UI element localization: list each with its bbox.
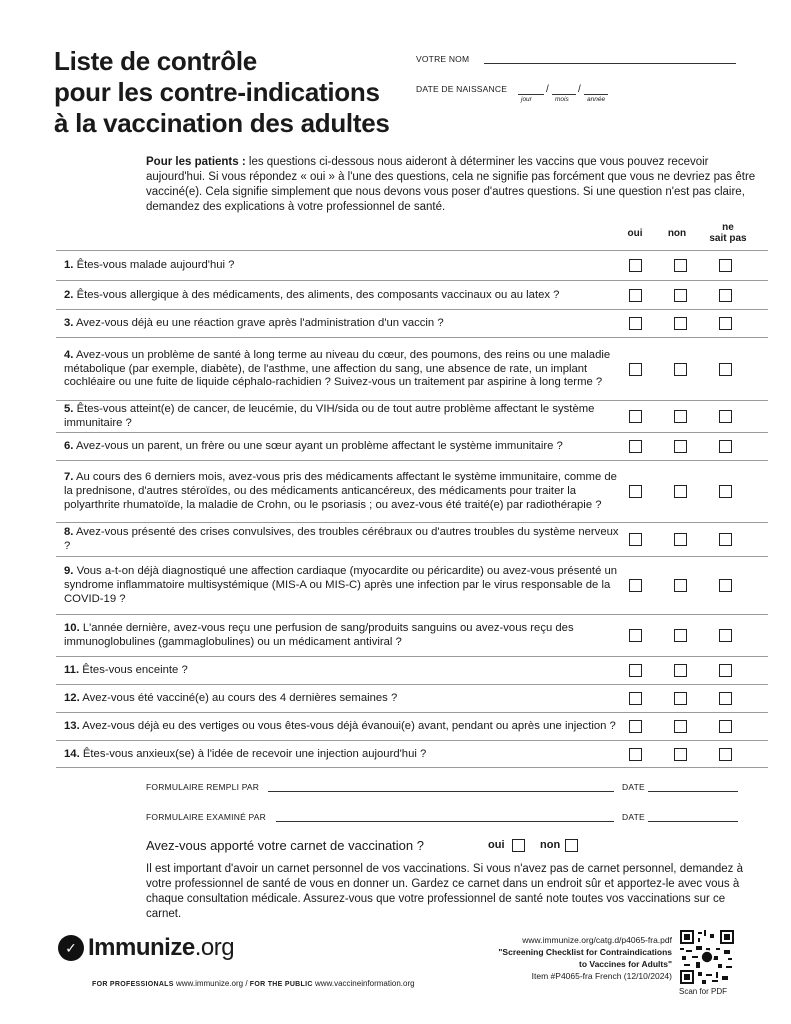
question-number: 4. [64, 348, 74, 361]
record-oui-label: oui [488, 839, 505, 851]
non-checkbox[interactable] [674, 579, 687, 592]
item-number: Item #P4065-fra French (12/10/2024) [531, 971, 672, 981]
reviewed-by-field[interactable] [276, 821, 614, 822]
non-checkbox[interactable] [674, 317, 687, 330]
question-text [56, 289, 619, 303]
col-non: non [667, 228, 687, 239]
question-number: 1. [64, 259, 74, 272]
non-checkbox[interactable] [674, 629, 687, 642]
non-checkbox[interactable] [674, 363, 687, 376]
question-label: Avez-vous déjà eu une réaction grave après l'administration d'un vaccin ? [75, 317, 444, 330]
ne-sait-pas-checkbox[interactable] [719, 579, 732, 592]
question-text [56, 440, 619, 454]
title-line-1: Liste de contrôle [54, 46, 257, 76]
oui-checkbox[interactable] [629, 410, 642, 423]
oui-checkbox[interactable] [629, 692, 642, 705]
question-label: Avez-vous été vacciné(e) au cours des 4 dernières semaines ? [82, 692, 398, 705]
question-label: L'année dernière, avez-vous reçu une perfusion de sang/produits sanguins ou avez-vous reçu des immunoglobulines (gammaglobulines) ou un médicament antiviral ? [64, 622, 574, 648]
public-label: FOR THE PUBLIC [249, 981, 313, 988]
non-checkbox[interactable] [674, 410, 687, 423]
question-text [56, 748, 619, 762]
record-paragraph: Il est important d'avoir un carnet personnel de vos vaccinations. Si vous n'avez pas de carnet personnel, demandez à votre professionnel de santé de vous en donner un. Gardez ce carnet dans un endroit sûr et apportez-le avec vous à chaque consultation médicale. Assurez-vous que votre professionnel de santé note toutes vos vaccinations sur ce carnet. [146, 863, 743, 920]
rows-bottom-rule [56, 767, 768, 768]
non-checkbox[interactable] [674, 692, 687, 705]
pros-url[interactable]: www.immunize.org [175, 979, 244, 988]
oui-checkbox[interactable] [629, 259, 642, 272]
question-number: 9. [64, 565, 74, 578]
oui-checkbox[interactable] [629, 629, 642, 642]
col-ne-sait-pas-1: ne [722, 222, 734, 233]
col-ne-sait-pas-2: sait pas [709, 233, 747, 244]
record-non-label: non [540, 839, 561, 851]
question-text [56, 349, 619, 390]
immunize-logo [58, 934, 234, 962]
reviewed-date-field[interactable] [648, 821, 738, 822]
question-row [56, 740, 768, 768]
question-row [56, 280, 768, 310]
reviewed-date-label: DATE [622, 812, 645, 822]
question-number: 2. [64, 288, 74, 301]
record-non-checkbox[interactable] [565, 839, 578, 852]
title-line-3: à la vaccination des adultes [54, 108, 390, 138]
non-checkbox[interactable] [674, 533, 687, 546]
question-number: 3. [64, 317, 74, 330]
completed-by-label: FORMULAIRE REMPLI PAR [146, 782, 260, 792]
completed-by-field[interactable] [268, 791, 614, 792]
question-text [56, 403, 619, 431]
oui-checkbox[interactable] [629, 748, 642, 761]
record-question: Avez-vous apporté votre carnet de vaccination ? [146, 838, 424, 853]
question-row [56, 400, 768, 433]
name-label: VOTRE NOM [416, 54, 470, 64]
question-number: 13. [64, 720, 80, 733]
question-label: Êtes-vous allergique à des médicaments, des aliments, des composants vaccinaux ou au latex ? [76, 288, 560, 301]
question-number: 5. [64, 403, 74, 416]
question-row [56, 556, 768, 615]
question-number: 8. [64, 526, 74, 539]
pdf-url[interactable]: www.immunize.org/catg.d/p4065-fra.pdf [522, 935, 672, 945]
logo-light: .org [194, 934, 235, 961]
ne-sait-pas-checkbox[interactable] [719, 629, 732, 642]
question-row [56, 432, 768, 461]
col-ne-sait-pas [708, 222, 748, 244]
question-label: Avez-vous un problème de santé à long terme au niveau du cœur, des poumons, des reins ou une maladie métabolique (par exemple, diabète), de l'asthme, une affection du sang, une absence de rate, un implant cochléaire ou une fuite de liquide céphalo-rachidien ? Suivez-vous un traitement par aspirine à long terme ? [64, 348, 611, 389]
immunize-logo-text [88, 934, 234, 962]
question-number: 11. [64, 664, 80, 677]
qr-code-icon[interactable] [680, 930, 734, 984]
ne-sait-pas-checkbox[interactable] [719, 664, 732, 677]
oui-checkbox[interactable] [629, 317, 642, 330]
dob-sep-1: / [546, 84, 549, 95]
name-field[interactable] [484, 63, 736, 64]
ne-sait-pas-checkbox[interactable] [719, 410, 732, 423]
question-row [56, 684, 768, 713]
dob-annee-label: année [587, 96, 606, 103]
completed-date-label: DATE [622, 782, 645, 792]
pros-label: FOR PROFESSIONALS [92, 981, 174, 988]
ne-sait-pas-checkbox[interactable] [719, 485, 732, 498]
ne-sait-pas-checkbox[interactable] [719, 692, 732, 705]
page-title [54, 46, 390, 139]
oui-checkbox[interactable] [629, 485, 642, 498]
dob-jour-label: jour [521, 96, 532, 103]
question-label: Êtes-vous malade aujourd'hui ? [76, 259, 235, 272]
dob-label: DATE DE NAISSANCE [416, 84, 508, 94]
question-label: Avez-vous déjà eu des vertiges ou vous êtes-vous déjà évanoui(e) avant, pendant ou après une injection ? [82, 720, 616, 733]
question-label: Êtes-vous anxieux(se) à l'idée de recevoir une injection aujourd'hui ? [82, 747, 427, 760]
non-checkbox[interactable] [674, 485, 687, 498]
oui-checkbox[interactable] [629, 440, 642, 453]
question-text [56, 259, 619, 273]
question-text [56, 692, 619, 706]
immunize-logo-icon: ✓ [58, 935, 84, 961]
dob-sep-2: / [578, 84, 581, 95]
dob-year-field[interactable] [584, 94, 608, 95]
doc-title-2: to Vaccines for Adults" [579, 959, 672, 969]
dob-day-field[interactable] [518, 94, 544, 95]
question-label: Êtes-vous enceinte ? [82, 664, 188, 677]
question-row [56, 460, 768, 523]
ne-sait-pas-checkbox[interactable] [719, 363, 732, 376]
question-row [56, 250, 768, 281]
question-number: 12. [64, 692, 80, 705]
ne-sait-pas-checkbox[interactable] [719, 720, 732, 733]
intro-text [146, 155, 766, 215]
ne-sait-pas-checkbox[interactable] [719, 440, 732, 453]
reviewed-by-label: FORMULAIRE EXAMINÉ PAR [146, 812, 266, 822]
question-label: Au cours des 6 derniers mois, avez-vous pris des médicaments affectant le système immunitaire, comme de la prednisone, d'autres stéroïdes, ou des médicaments anticancéreux, des médicaments pour traiter la polyarthrite rhumatoïde, la maladie de Crohn, ou le psoriasis ; ou avez-vous été traité(e) par radiothérapie ? [64, 471, 617, 511]
ne-sait-pas-checkbox[interactable] [719, 533, 732, 546]
question-row [56, 522, 768, 557]
question-text [56, 622, 619, 650]
non-checkbox[interactable] [674, 720, 687, 733]
ne-sait-pas-checkbox[interactable] [719, 289, 732, 302]
question-row [56, 337, 768, 401]
col-oui: oui [627, 228, 643, 239]
non-checkbox[interactable] [674, 664, 687, 677]
non-checkbox[interactable] [674, 440, 687, 453]
title-line-2: pour les contre-indications [54, 77, 380, 107]
question-row [56, 712, 768, 741]
oui-checkbox[interactable] [629, 289, 642, 302]
ne-sait-pas-checkbox[interactable] [719, 259, 732, 272]
public-url[interactable]: www.vaccineinformation.org [314, 979, 415, 988]
oui-checkbox[interactable] [629, 363, 642, 376]
ne-sait-pas-checkbox[interactable] [719, 748, 732, 761]
question-number: 6. [64, 440, 74, 453]
question-number: 7. [64, 471, 74, 484]
question-text [56, 471, 619, 512]
question-row [56, 614, 768, 657]
intro-body: les questions ci-dessous nous aideront à déterminer les vaccins que vous pouvez recevoir aujourd'hui. Si vous répondez « oui » à l'une des questions, cela ne signifie pas forcément que vous ne devriez pas être vacciné(e). Cela signifie simplement que nous devons vous poser d'autres questions. Si une question n'est pas claire, demandez des explications à votre professionnel de santé. [146, 156, 756, 213]
question-row [56, 656, 768, 685]
oui-checkbox[interactable] [629, 533, 642, 546]
non-checkbox[interactable] [674, 259, 687, 272]
oui-checkbox[interactable] [629, 720, 642, 733]
question-number: 10. [64, 622, 80, 635]
intro-bold: Pour les patients : [146, 156, 246, 168]
oui-checkbox[interactable] [629, 579, 642, 592]
non-checkbox[interactable] [674, 748, 687, 761]
question-text [56, 720, 619, 734]
logo-bold: Immunize [88, 934, 195, 961]
question-text [56, 664, 619, 678]
dob-month-field[interactable] [552, 94, 576, 95]
question-text [56, 526, 619, 554]
oui-checkbox[interactable] [629, 664, 642, 677]
question-label: Êtes-vous atteint(e) de cancer, de leucémie, du VIH/sida ou de tout autre problème affectant le système immunitaire ? [64, 403, 595, 429]
question-row [56, 309, 768, 338]
non-checkbox[interactable] [674, 289, 687, 302]
question-text [56, 565, 619, 606]
question-label: Avez-vous un parent, un frère ou une sœur ayant un problème affectant le système immunitaire ? [75, 440, 563, 453]
ne-sait-pas-checkbox[interactable] [719, 317, 732, 330]
scan-label: Scan for PDF [679, 987, 728, 996]
completed-date-field[interactable] [648, 791, 738, 792]
question-label: Avez-vous présenté des crises convulsives, des troubles cérébraux ou d'autres troubles du système nerveux ? [64, 526, 619, 552]
question-text [56, 317, 619, 331]
doc-title-1: "Screening Checklist for Contraindications [498, 947, 672, 957]
record-oui-checkbox[interactable] [512, 839, 525, 852]
question-label: Vous a-t-on déjà diagnostiqué une affection cardiaque (myocardite ou péricardite) ou avez-vous présenté un syndrome inflammatoire multisystémique (MIS-A ou MIS-C) après une infection par le virus responsable de la COVID-19 ? [64, 565, 618, 605]
footer-links [92, 979, 415, 988]
footer-doc-info [440, 934, 672, 982]
footer-sep: / [245, 979, 248, 988]
dob-mois-label: mois [555, 96, 569, 103]
question-number: 14. [64, 747, 80, 760]
